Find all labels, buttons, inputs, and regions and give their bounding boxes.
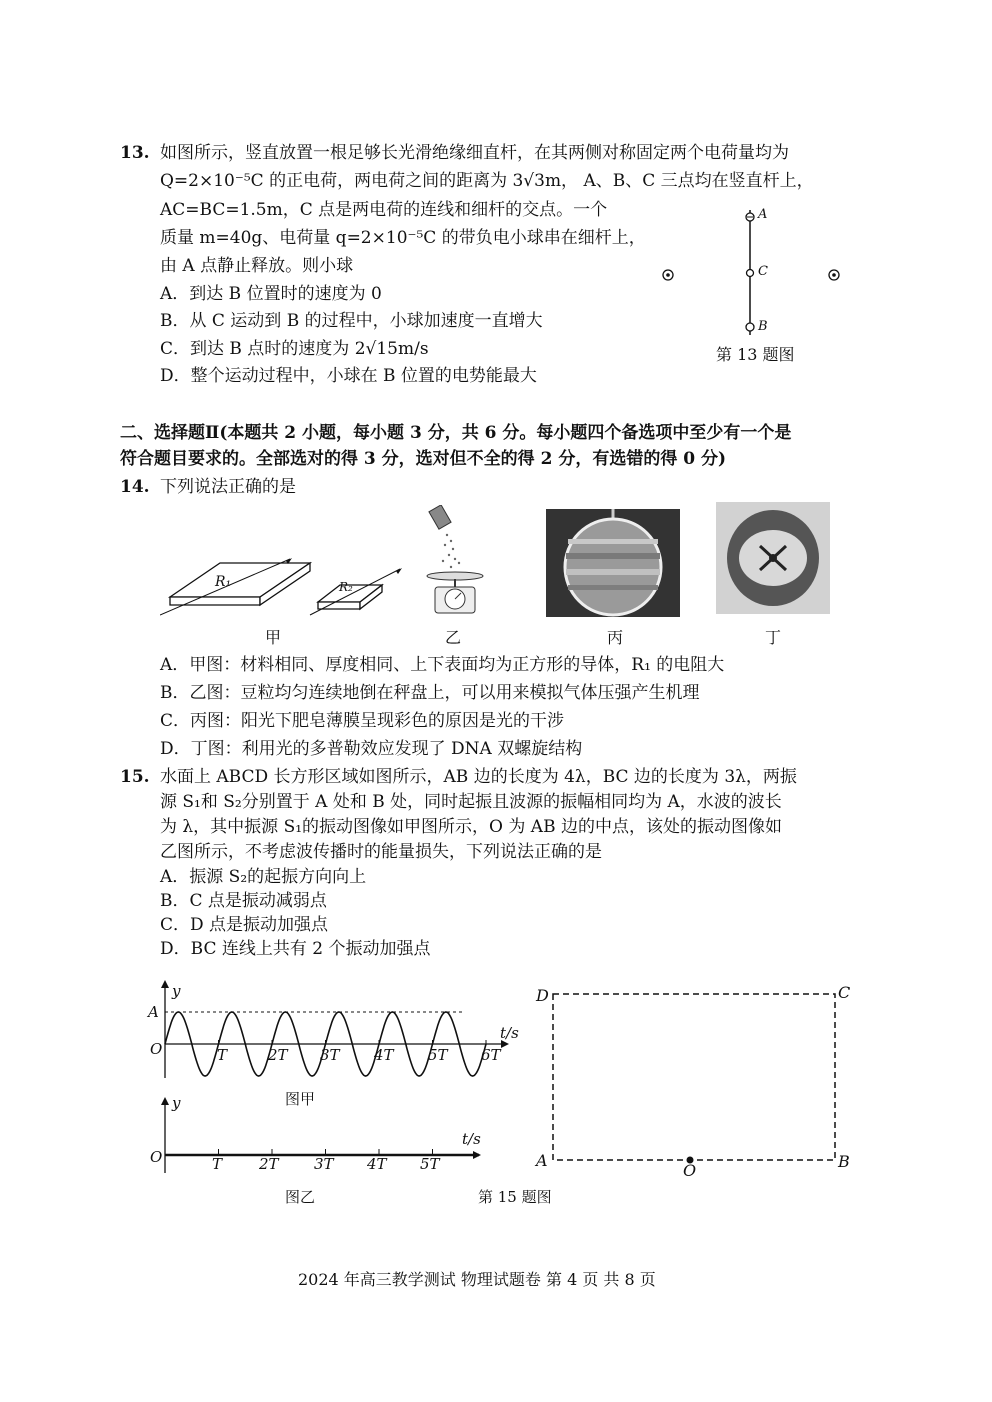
q14-option-d: D．丁图：利用光的多普勒效应发现了 DNA 双螺旋结构 [160, 739, 583, 759]
q14-number: 14. [120, 477, 150, 497]
q13-label-a: A [758, 207, 768, 222]
q15-jia-tick-3: 3T [320, 1046, 340, 1064]
q15-jia-y-label: y [172, 982, 181, 1000]
q14-label-yi: 乙 [445, 628, 462, 647]
q15-graph-jia [145, 978, 525, 1088]
q15-jia-tick-2: 2T [268, 1046, 288, 1064]
q13-number: 13. [120, 143, 150, 163]
q15-jia-x-label: t/s [500, 1024, 519, 1042]
q14-figure-ding [716, 502, 830, 614]
q13-stem-line-5: 由 A 点静止释放。则小球 [160, 256, 354, 276]
q15-rect-label-o: O [683, 1161, 697, 1180]
q14-option-b: B．乙图：豆粒均匀连续地倒在秤盘上，可以用来模拟气体压强产生机理 [160, 683, 700, 703]
q15-rect-label-b: B [838, 1152, 850, 1171]
q13-option-d: D．整个运动过程中，小球在 B 位置的电势能最大 [160, 366, 537, 386]
q15-option-a: A．振源 S₂的起振方向向上 [160, 867, 367, 887]
q15-jia-caption: 图甲 [285, 1090, 316, 1108]
q14-label-bing: 丙 [607, 628, 624, 647]
q15-yi-tick-1: T [212, 1155, 223, 1173]
q13-stem-line-2: Q=2×10⁻⁵C 的正电荷，两电荷之间的距离为 3√3m， A、B、C 三点均在竖直杆上， [160, 171, 814, 191]
q15-number: 15. [120, 767, 150, 787]
q15-option-c: C．D 点是振动加强点 [160, 915, 329, 935]
page-footer: 2024 年高三教学测试 物理试题卷 第 4 页 共 8 页 [298, 1270, 656, 1289]
q15-yi-x-label: t/s [462, 1130, 481, 1148]
q15-yi-origin: O [150, 1148, 163, 1166]
q15-stem-line-2: 源 S₁和 S₂分别置于 A 处和 B 处，同时起振且波源的振幅相同均为 A，水波的波长 [160, 792, 782, 812]
q13-option-b: B．从 C 运动到 B 的过程中，小球加速度一直增大 [160, 311, 543, 331]
q13-label-c: C [758, 264, 768, 279]
q15-option-d: D．BC 连线上共有 2 个振动加强点 [160, 939, 431, 959]
q13-stem-line-3: AC=BC=1.5m，C 点是两电荷的连线和细杆的交点。一个 [160, 200, 608, 220]
q13-option-c: C．到达 B 点时的速度为 2√15m/s [160, 339, 429, 359]
q13-figure-caption: 第 13 题图 [716, 345, 795, 364]
q14-option-a: A．甲图：材料相同、厚度相同、上下表面均为正方形的导体，R₁ 的电阻大 [160, 655, 725, 675]
q15-yi-tick-5: 5T [420, 1155, 440, 1173]
q15-yi-caption: 图乙 [285, 1188, 316, 1206]
q14-option-c: C．丙图：阳光下肥皂薄膜呈现彩色的原因是光的干涉 [160, 711, 565, 731]
q15-jia-amp-label: A [148, 1003, 159, 1021]
q15-jia-tick-4: 4T [374, 1046, 394, 1064]
q15-yi-tick-3: 3T [314, 1155, 334, 1173]
q14-resistor-r2: R₂ [339, 580, 353, 594]
q15-rect-label-d: D [536, 986, 549, 1005]
q15-yi-tick-4: 4T [367, 1155, 387, 1173]
q15-rect-label-c: C [838, 983, 851, 1002]
q15-rectangle [550, 990, 840, 1165]
q13-stem-line-1: 如图所示，竖直放置一根足够长光滑绝缘细直杆，在其两侧对称固定两个电荷量均为 [160, 143, 789, 163]
q15-jia-tick-1: T [217, 1046, 228, 1064]
q13-label-b: B [758, 319, 768, 334]
q15-jia-tick-5: 5T [428, 1046, 448, 1064]
q15-rect-label-a: A [536, 1151, 548, 1170]
q15-figure-caption: 第 15 题图 [478, 1188, 552, 1206]
q15-jia-origin: O [150, 1040, 163, 1058]
q13-stem-line-4: 质量 m=40g、电荷量 q=2×10⁻⁵C 的带负电小球串在细杆上， [160, 228, 646, 248]
q14-stem: 下列说法正确的是 [160, 477, 296, 497]
q14-label-ding: 丁 [765, 628, 782, 647]
q15-stem-line-1: 水面上 ABCD 长方形区域如图所示，AB 边的长度为 4λ，BC 边的长度为 3λ，两振 [160, 767, 797, 787]
section2-heading-line-2: 符合题目要求的。全部选对的得 3 分，选对但不全的得 2 分，有选错的得 0 分) [120, 449, 727, 469]
section2-heading-line-1: 二、选择题Ⅱ(本题共 2 小题，每小题 3 分，共 6 分。每小题四个备选项中至少有一个是 [120, 423, 792, 443]
q15-option-b: B．C 点是振动减弱点 [160, 891, 327, 911]
q13-option-a: A．到达 B 位置时的速度为 0 [160, 284, 382, 304]
q14-resistor-r1: R₁ [215, 574, 232, 590]
q15-yi-y-label: y [172, 1094, 181, 1112]
q14-figure-yi [415, 505, 495, 620]
q14-figure-jia [160, 555, 410, 630]
q15-jia-tick-6: 6T [481, 1046, 501, 1064]
q15-yi-tick-2: 2T [259, 1155, 279, 1173]
q15-stem-line-3: 为 λ，其中振源 S₁的振动图像如甲图所示，O 为 AB 边的中点，该处的振动图像如 [160, 817, 782, 837]
q14-figure-bing [546, 509, 680, 617]
q14-label-jia: 甲 [265, 628, 282, 647]
q15-stem-line-4: 乙图所示，不考虑波传播时的能量损失，下列说法正确的是 [160, 842, 602, 862]
